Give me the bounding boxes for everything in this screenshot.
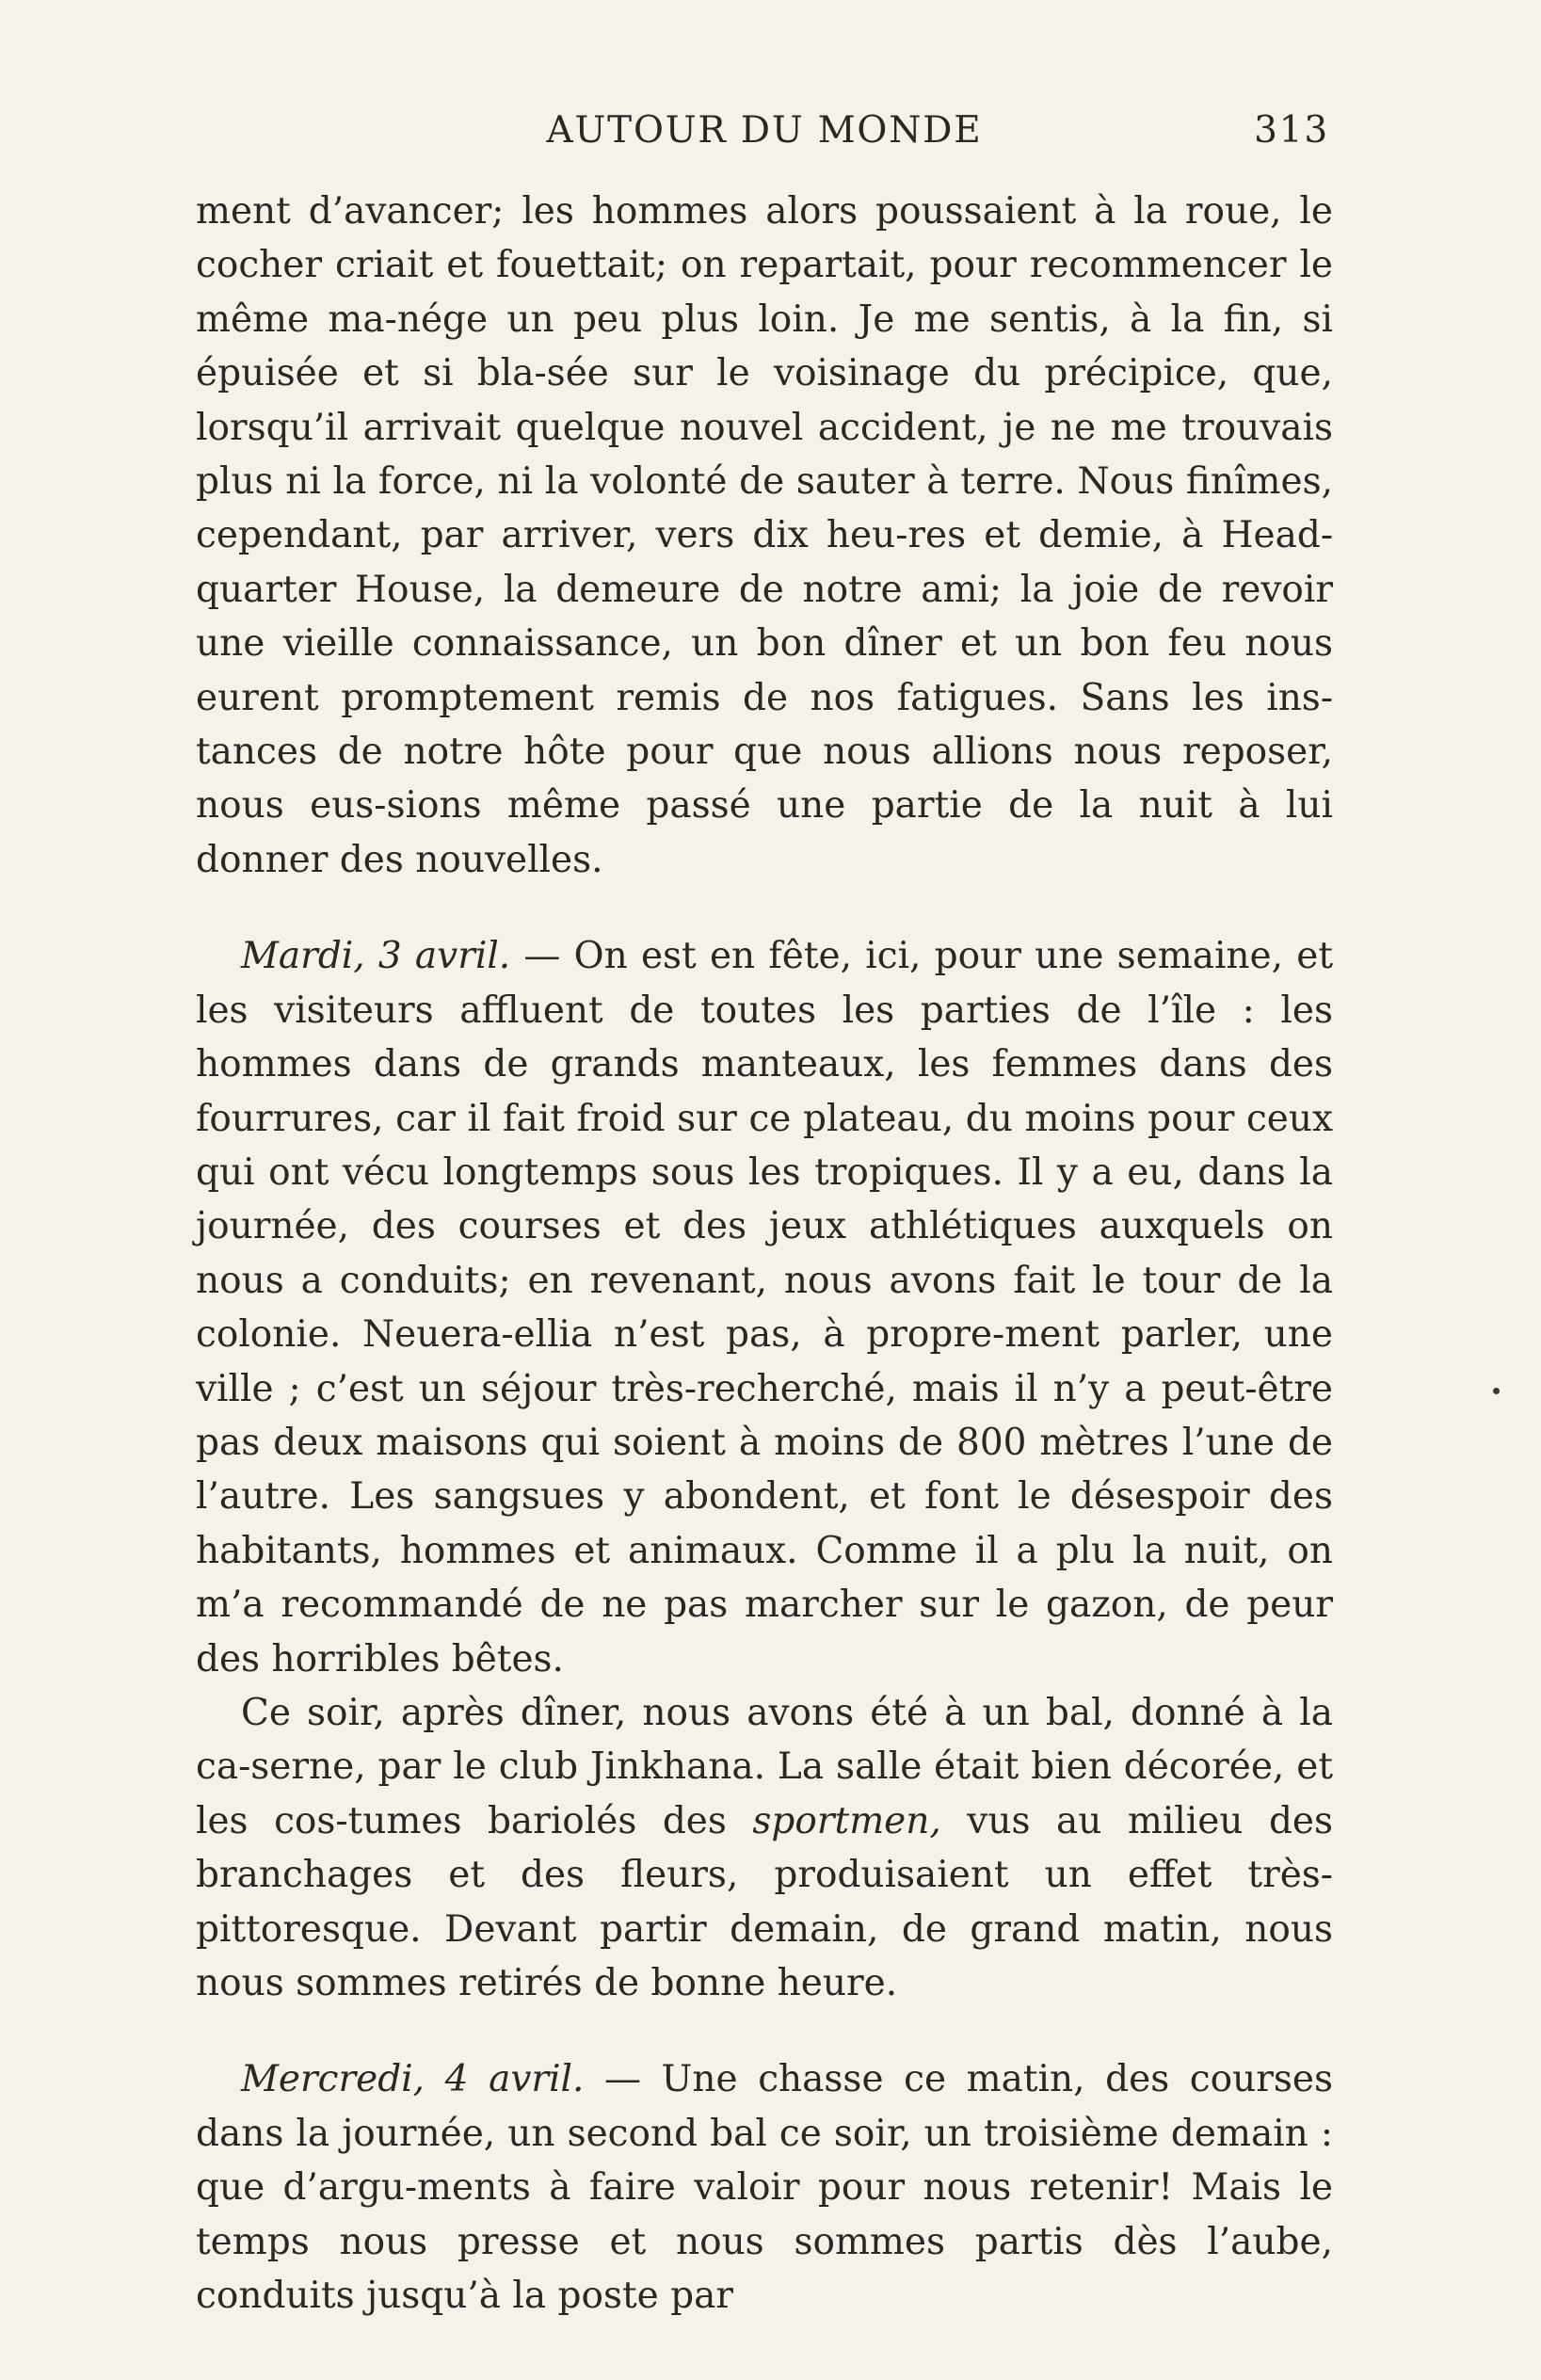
body-text [196,185,1333,2323]
page-number: 313 [1254,109,1329,152]
print-speck [1493,1388,1500,1394]
running-header [196,109,1333,162]
paragraph-wednesday-text: — Une chasse ce matin, des courses dans la journée, un second bal ce soir, un troisième demain : que d’argu-ments à faire valoir pour nous retenir! Mais le temps nous presse et nous sommes partis dès l’aube, conduits jusqu’à la poste par [196,2058,1333,2318]
paragraph-ball-entry [196,1686,1333,2010]
sportmen-emphasis: sportmen, [752,1799,941,1842]
paragraph-tuesday-text: — On est en fête, ici, pour une semaine, et les visiteurs affluent de toutes les parties de l’île : les hommes dans de grands manteaux, les femmes dans des fourrures, car il fait froid sur ce plateau, du moins pour ceux qui ont vécu longtemps sous les tropiques. Il y a eu, dans la journée, des courses et des jeux athlétiques auxquels on nous a conduits; en revenant, nous avons fait le tour de la colonie. Neuera-ellia n’est pas, à propre-ment parler, une ville ; c’est un séjour très-recherché, mais il n’y a peut-être pas deux maisons qui soient à moins de 800 mètres l’une de l’autre. Les sangsues y abondent, et font le désespoir des habitants, hommes et animaux. Comme il a plu la nuit, on m’a recommandé de ne pas marcher sur le gazon, de peur des horribles bêtes. [196,935,1334,1680]
paragraph-continued-travel: ment d’avancer; les hommes alors poussaient à la roue, le cocher criait et fouettait; on repartait, pour recommencer le même ma-nége un peu plus loin. Je me sentis, à la fin, si épuisée et si bla-sée sur le voisinage du précipice, que, lorsqu’il arrivait quelque nouvel accident, je ne me trouvais plus ni la force, ni la volonté de sauter à terre. Nous finîmes, cependant, par arriver, vers dix heu-res et demie, à Head-quarter House, la demeure de notre ami; la joie de revoir une vieille connaissance, un bon dîner et un bon feu nous eurent promptement remis de nos fatigues. Sans les ins-tances de notre hôte pour que nous allions nous reposer, nous eus-sions même passé une partie de la nuit à lui donner des nouvelles. [196,190,1333,881]
paragraph-wednesday-entry [196,2052,1333,2323]
date-label-tuesday: Mardi, 3 avril. [241,935,511,978]
date-label-wednesday: Mercredi, 4 avril. [241,2058,585,2101]
paragraph-tuesday-entry [196,929,1333,1686]
paragraph-ball-text-after: vus au milieu des branchages et des fleurs, produisaient un effet très-pittoresque. Devant partir demain, de grand matin, nous nous sommes retirés de bonne heure. [196,1799,1333,2004]
paragraph-ball-text-before: Ce soir, après dîner, nous avons été à un bal, donné à la ca-serne, par le club Jinkhana. La salle était bien décorée, et les cos-tumes bariolés des [196,1691,1333,1842]
running-title: AUTOUR DU MONDE [546,109,983,152]
